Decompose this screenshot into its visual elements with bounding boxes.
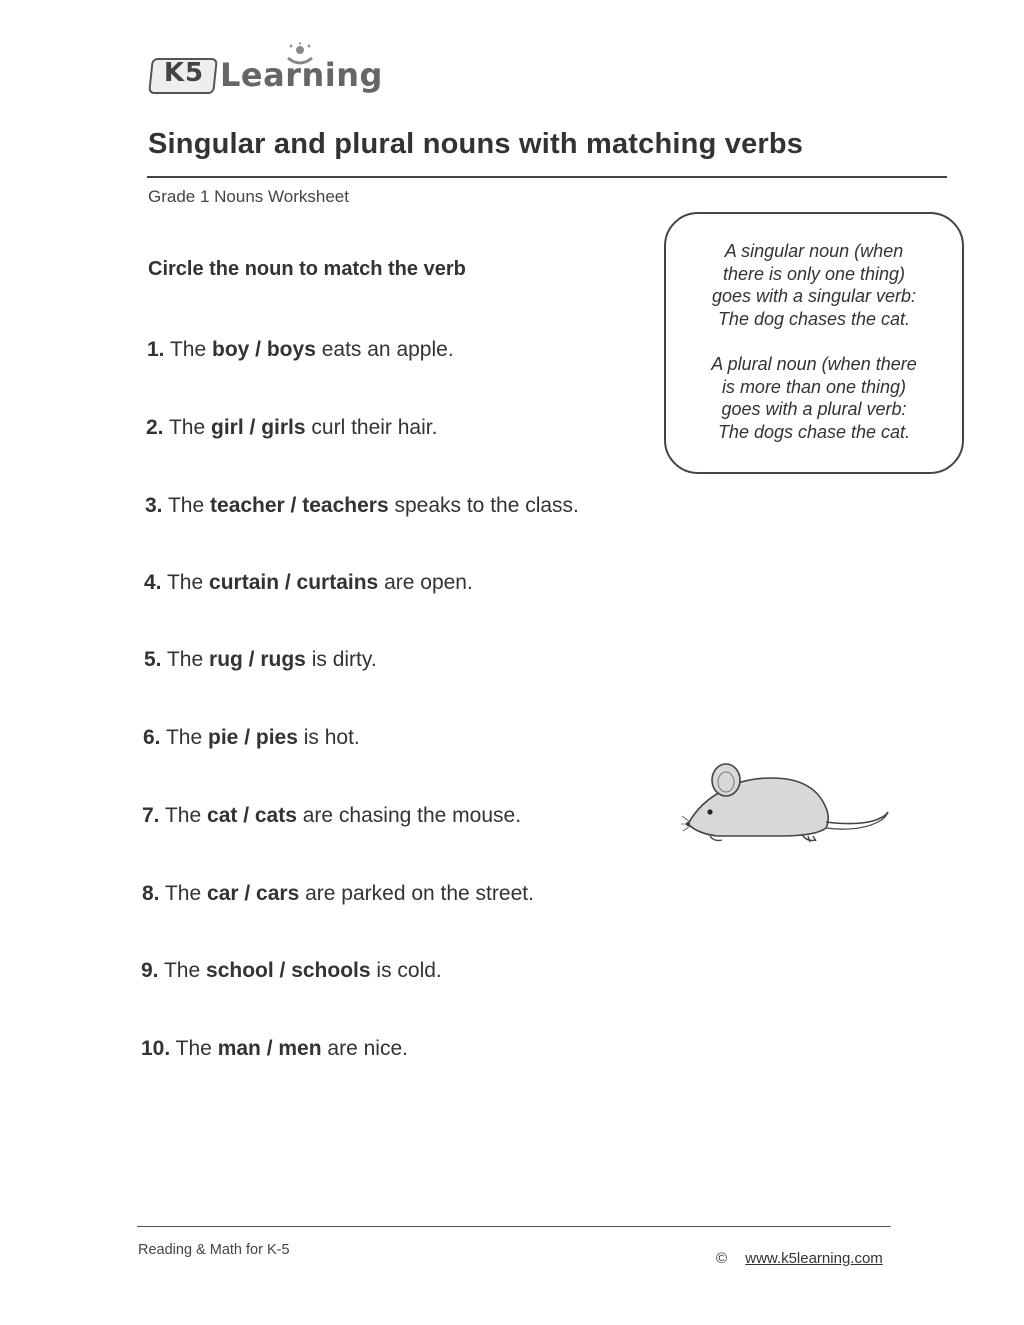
item-rest: are chasing the mouse.	[302, 804, 522, 827]
noun-choice[interactable]: girl / girls	[211, 416, 306, 439]
sentence-item-3	[145, 494, 579, 518]
item-article: The	[168, 416, 206, 439]
noun-choice[interactable]: pie / pies	[208, 726, 298, 749]
item-number: 8.	[142, 882, 160, 905]
website-link[interactable]: www.k5learning.com	[745, 1250, 883, 1267]
item-rest: is cold.	[376, 959, 442, 982]
singular-rule-line: goes with a singular verb:	[711, 286, 917, 306]
noun-choice[interactable]: curtain / curtains	[209, 571, 379, 594]
footer-divider	[137, 1226, 891, 1227]
item-article: The	[175, 1037, 212, 1060]
item-rest: curl their hair.	[311, 416, 438, 439]
item-rest: eats an apple.	[321, 338, 454, 361]
worksheet-subtitle: Grade 1 Nouns Worksheet	[148, 187, 349, 206]
item-rest: speaks to the class.	[394, 494, 579, 517]
plural-rule	[666, 353, 962, 443]
singular-rule-line: The dog chases the cat.	[717, 308, 911, 329]
item-article: The	[164, 804, 202, 827]
item-rest: are parked on the street.	[305, 882, 534, 905]
singular-rule	[666, 240, 962, 330]
plural-rule-line: is more than one thing)	[721, 376, 907, 397]
item-article: The	[165, 726, 203, 749]
footer-copyright	[716, 1250, 883, 1267]
item-article: The	[166, 648, 204, 671]
page-title: Singular and plural nouns with matching verbs	[148, 128, 804, 160]
title-divider	[147, 176, 947, 178]
sentence-item-9	[141, 959, 442, 983]
mouse-illustration	[680, 756, 895, 846]
item-number: 10.	[141, 1037, 171, 1060]
instruction-heading: Circle the noun to match the verb	[148, 258, 466, 280]
item-number: 1.	[147, 338, 165, 361]
noun-choice[interactable]: man / men	[217, 1037, 322, 1060]
plural-rule-line: A plural noun (when there	[711, 354, 917, 374]
item-number: 2.	[146, 416, 164, 439]
plural-rule-line: goes with a plural verb:	[721, 399, 907, 419]
item-number: 3.	[145, 494, 163, 517]
grammar-rule-box	[664, 212, 964, 474]
sentence-item-1	[147, 338, 454, 362]
item-article: The	[166, 571, 204, 594]
copyright-symbol: ©	[716, 1250, 728, 1267]
item-number: 4.	[144, 571, 162, 594]
sentence-item-10	[141, 1037, 408, 1061]
plural-rule-line: The dogs chase the cat.	[717, 421, 911, 442]
item-rest: are open.	[384, 571, 473, 594]
item-number: 5.	[144, 648, 162, 671]
logo-wordmark: Learning	[220, 56, 383, 94]
item-article: The	[169, 338, 207, 361]
item-article: The	[167, 494, 205, 517]
sentence-item-4	[144, 571, 473, 595]
item-article: The	[164, 882, 202, 905]
item-number: 7.	[142, 804, 160, 827]
sentence-item-5	[144, 648, 377, 672]
item-rest: are nice.	[327, 1037, 408, 1060]
sentence-item-7	[142, 804, 521, 828]
noun-choice[interactable]: car / cars	[207, 882, 300, 905]
logo-figure-icon	[280, 42, 320, 68]
sentence-item-2	[146, 416, 437, 440]
sentence-item-6	[143, 726, 360, 750]
singular-rule-line: there is only one thing)	[722, 263, 906, 284]
noun-choice[interactable]: rug / rugs	[209, 648, 306, 671]
item-number: 9.	[141, 959, 159, 982]
noun-choice[interactable]: school / schools	[206, 959, 371, 982]
k5-learning-logo	[150, 42, 383, 102]
footer-tagline: Reading & Math for K-5	[138, 1242, 290, 1258]
sentence-item-8	[142, 882, 534, 906]
item-article: The	[163, 959, 201, 982]
item-rest: is hot.	[303, 726, 360, 749]
item-number: 6.	[143, 726, 161, 749]
item-rest: is dirty.	[311, 648, 377, 671]
logo-k5-text: K5	[163, 58, 205, 88]
noun-choice[interactable]: cat / cats	[207, 804, 297, 827]
singular-rule-line: A singular noun (when	[724, 241, 904, 261]
noun-choice[interactable]: teacher / teachers	[210, 494, 389, 517]
noun-choice[interactable]: boy / boys	[212, 338, 316, 361]
